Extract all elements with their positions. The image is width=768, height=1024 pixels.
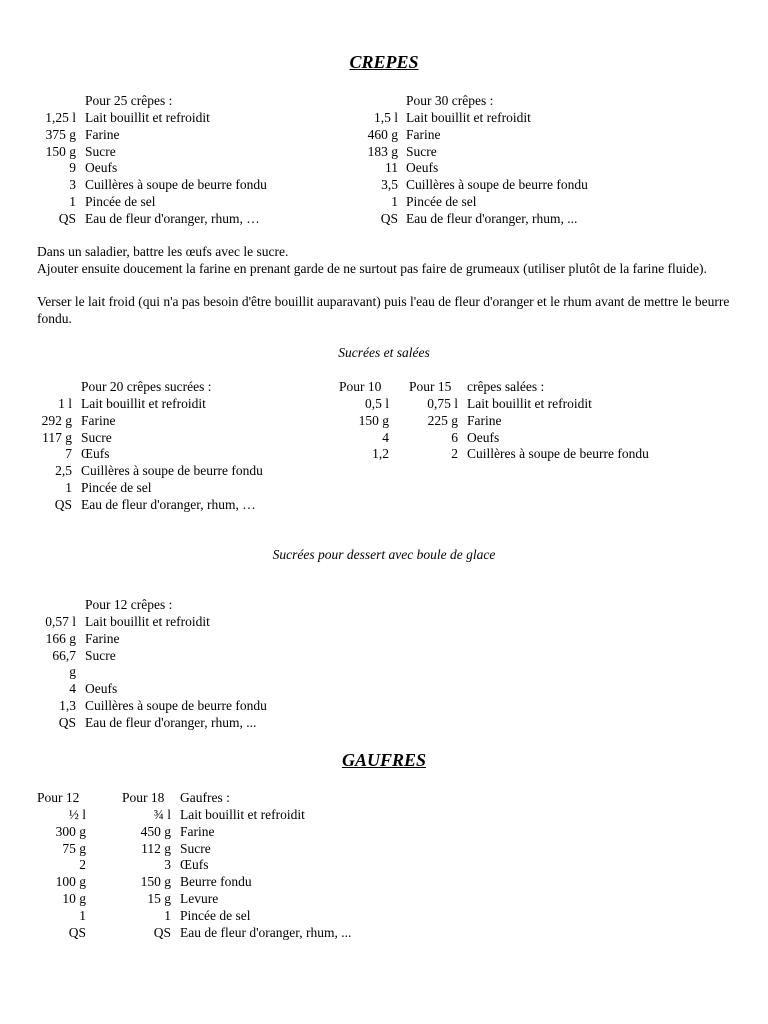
- ingredient-qty: 66,7: [52, 647, 76, 663]
- ingredient-name: Eau de fleur d'oranger, rhum, ...: [180, 924, 352, 940]
- ingredient-name: Pincée de sel: [85, 194, 156, 209]
- ingredient-name: Farine: [406, 126, 441, 142]
- ingredient-qty: 117 g: [42, 429, 72, 445]
- sucrees-salees-subtitle: Sucrées et salées: [338, 345, 430, 360]
- ingredient-name: Lait bouillit et refroidit: [81, 396, 206, 411]
- dessert-subtitle: Sucrées pour dessert avec boule de glace: [272, 547, 496, 562]
- gaufres-12-header: Pour 12: [37, 790, 80, 805]
- ingredient-qty: 460 g: [367, 126, 398, 142]
- ingredient-name: Oeufs: [467, 429, 500, 445]
- ingredient-qty: 150 g: [45, 143, 76, 159]
- ingredient-name: Sucre: [85, 143, 116, 159]
- savory-qty-10: 1,2: [372, 446, 389, 462]
- ingredient-name: Farine: [180, 823, 215, 839]
- ingredient-name: Cuillères à soupe de beurre fondu: [467, 446, 649, 462]
- ingredient-name: Beurre fondu: [180, 874, 252, 890]
- gaufres-qty-12: 100 g: [55, 874, 86, 890]
- ingredient-qty: 4: [69, 681, 76, 697]
- gaufres-qty-12: 1: [79, 907, 86, 923]
- ingredient-name: Pincée de sel: [81, 480, 152, 495]
- ingredient-qty: 183 g: [367, 143, 398, 159]
- ingredient-name: Lait bouillit et refroidit: [406, 110, 531, 125]
- instruction-1: Dans un saladier, battre les œufs avec le sucre.: [37, 244, 289, 259]
- gaufres-qty-12: 10 g: [62, 891, 86, 906]
- ingredient-qty: QS: [58, 210, 76, 226]
- savory-qty-10: 150 g: [358, 412, 389, 428]
- ingredient-name: Farine: [81, 412, 116, 428]
- ingredient-name: Eau de fleur d'oranger, rhum, ...: [85, 714, 257, 730]
- crepes-title: CREPES: [349, 52, 419, 72]
- gaufres-title: GAUFRES: [341, 750, 427, 770]
- ingredient-name: Lait bouillit et refroidit: [180, 807, 305, 822]
- ingredient-qty: 11: [385, 160, 398, 176]
- ingredient-qty: 1,25 l: [45, 110, 76, 125]
- ingredient-qty: QS: [58, 714, 76, 730]
- savory-qty-15: 6: [451, 429, 458, 445]
- gaufres-qty-12: 300 g: [55, 823, 86, 839]
- ingredient-qty: 166 g: [45, 630, 76, 646]
- ingredient-name: Oeufs: [406, 160, 439, 176]
- ingredient-name: Oeufs: [85, 681, 118, 697]
- ingredient-name: Eau de fleur d'oranger, rhum, …: [85, 210, 260, 226]
- ingredient-name: Pincée de sel: [180, 907, 251, 923]
- ingredient-qty: 1,3: [59, 698, 76, 713]
- gaufres-qty-12: QS: [68, 924, 86, 940]
- dessert-header: Pour 12 crêpes :: [85, 597, 173, 612]
- instruction-2: Ajouter ensuite doucement la farine en prenant garde de ne surtout pas faire de grumeaux (utiliser plutôt de la farine fluide).: [37, 261, 707, 276]
- gaufres-qty-18: 1: [164, 907, 171, 923]
- gaufres-qty-18: QS: [153, 924, 171, 940]
- gaufres-header: Gaufres :: [180, 790, 230, 805]
- ingredient-qty: 1: [69, 194, 76, 209]
- gaufres-qty-18: 150 g: [140, 874, 171, 890]
- gaufres-qty-18: 15 g: [147, 891, 171, 906]
- savory-header: crêpes salées :: [467, 379, 545, 394]
- ingredient-qty: 1 l: [58, 396, 72, 411]
- instruction-3: Verser le lait froid (qui n'a pas besoin d'être bouillit auparavant) puis l'eau de fleur d'oranger et le rhum avant de mettre le beurre fondu.: [37, 294, 730, 326]
- ingredient-name: Sucre: [85, 647, 116, 663]
- ingredient-qty: QS: [380, 210, 398, 226]
- sweet-20-header: Pour 20 crêpes sucrées :: [81, 379, 212, 394]
- ingredient-name: Œufs: [81, 446, 110, 462]
- ingredient-qty: 3,5: [381, 177, 398, 193]
- ingredient-name: Farine: [85, 126, 120, 142]
- ingredient-name: Eau de fleur d'oranger, rhum, …: [81, 496, 256, 512]
- gaufres-qty-18: ¾ l: [153, 807, 171, 822]
- ingredient-name: Levure: [180, 891, 219, 906]
- ingredient-name: Eau de fleur d'oranger, rhum, ...: [406, 210, 578, 226]
- gaufres-qty-12: ½ l: [68, 807, 86, 822]
- savory-10-header: Pour 10: [339, 379, 382, 394]
- gaufres-18-header: Pour 18: [122, 790, 165, 805]
- ingredient-name: Cuillères à soupe de beurre fondu: [85, 177, 267, 193]
- ingredient-qty: 375 g: [45, 126, 76, 142]
- gaufres-qty-18: 112 g: [141, 840, 171, 856]
- ingredient-qty: 292 g: [41, 412, 72, 428]
- savory-qty-15: 2: [451, 446, 458, 462]
- ingredient-name: Sucre: [180, 840, 211, 856]
- ingredient-name: Cuillères à soupe de beurre fondu: [81, 463, 263, 479]
- ingredient-name: Œufs: [180, 857, 209, 873]
- ingredient-qty: 2,5: [55, 463, 72, 479]
- ingredient-name: Farine: [467, 412, 502, 428]
- gaufres-qty-12: 75 g: [62, 840, 86, 856]
- ingredient-qty: 1: [391, 194, 398, 209]
- savory-15-header: Pour 15: [409, 379, 452, 394]
- ingredient-name: Lait bouillit et refroidit: [85, 614, 210, 629]
- gaufres-qty-12: 2: [79, 857, 86, 873]
- ingredient-name: Cuillères à soupe de beurre fondu: [406, 177, 588, 193]
- gaufres-qty-18: 3: [164, 857, 171, 873]
- savory-qty-10: 4: [382, 429, 389, 445]
- ingredient-qty: 0,57 l: [45, 614, 76, 629]
- ingredient-qty-unit: g: [69, 664, 76, 680]
- ingredient-name: Sucre: [81, 429, 112, 445]
- savory-qty-15: 0,75 l: [427, 396, 458, 411]
- ingredient-name: Farine: [85, 630, 120, 646]
- ingredient-qty: QS: [54, 496, 72, 512]
- ingredient-name: Cuillères à soupe de beurre fondu: [85, 698, 267, 713]
- ingredient-name: Lait bouillit et refroidit: [467, 396, 592, 411]
- ingredient-name: Sucre: [406, 143, 437, 159]
- savory-qty-10: 0,5 l: [364, 396, 389, 411]
- gaufres-qty-18: 450 g: [140, 823, 171, 839]
- ingredient-name: Lait bouillit et refroidit: [85, 110, 210, 125]
- ingredient-qty: 1,5 l: [373, 110, 398, 125]
- ingredient-name: Pincée de sel: [406, 194, 477, 209]
- crepes-30-header: Pour 30 crêpes :: [406, 93, 494, 108]
- ingredient-qty: 9: [69, 160, 76, 176]
- ingredient-qty: 7: [65, 446, 72, 462]
- ingredient-name: Oeufs: [85, 160, 118, 176]
- savory-qty-15: 225 g: [427, 412, 458, 428]
- ingredient-qty: 1: [65, 480, 72, 495]
- ingredient-qty: 3: [69, 177, 76, 193]
- crepes-25-header: Pour 25 crêpes :: [85, 93, 173, 108]
